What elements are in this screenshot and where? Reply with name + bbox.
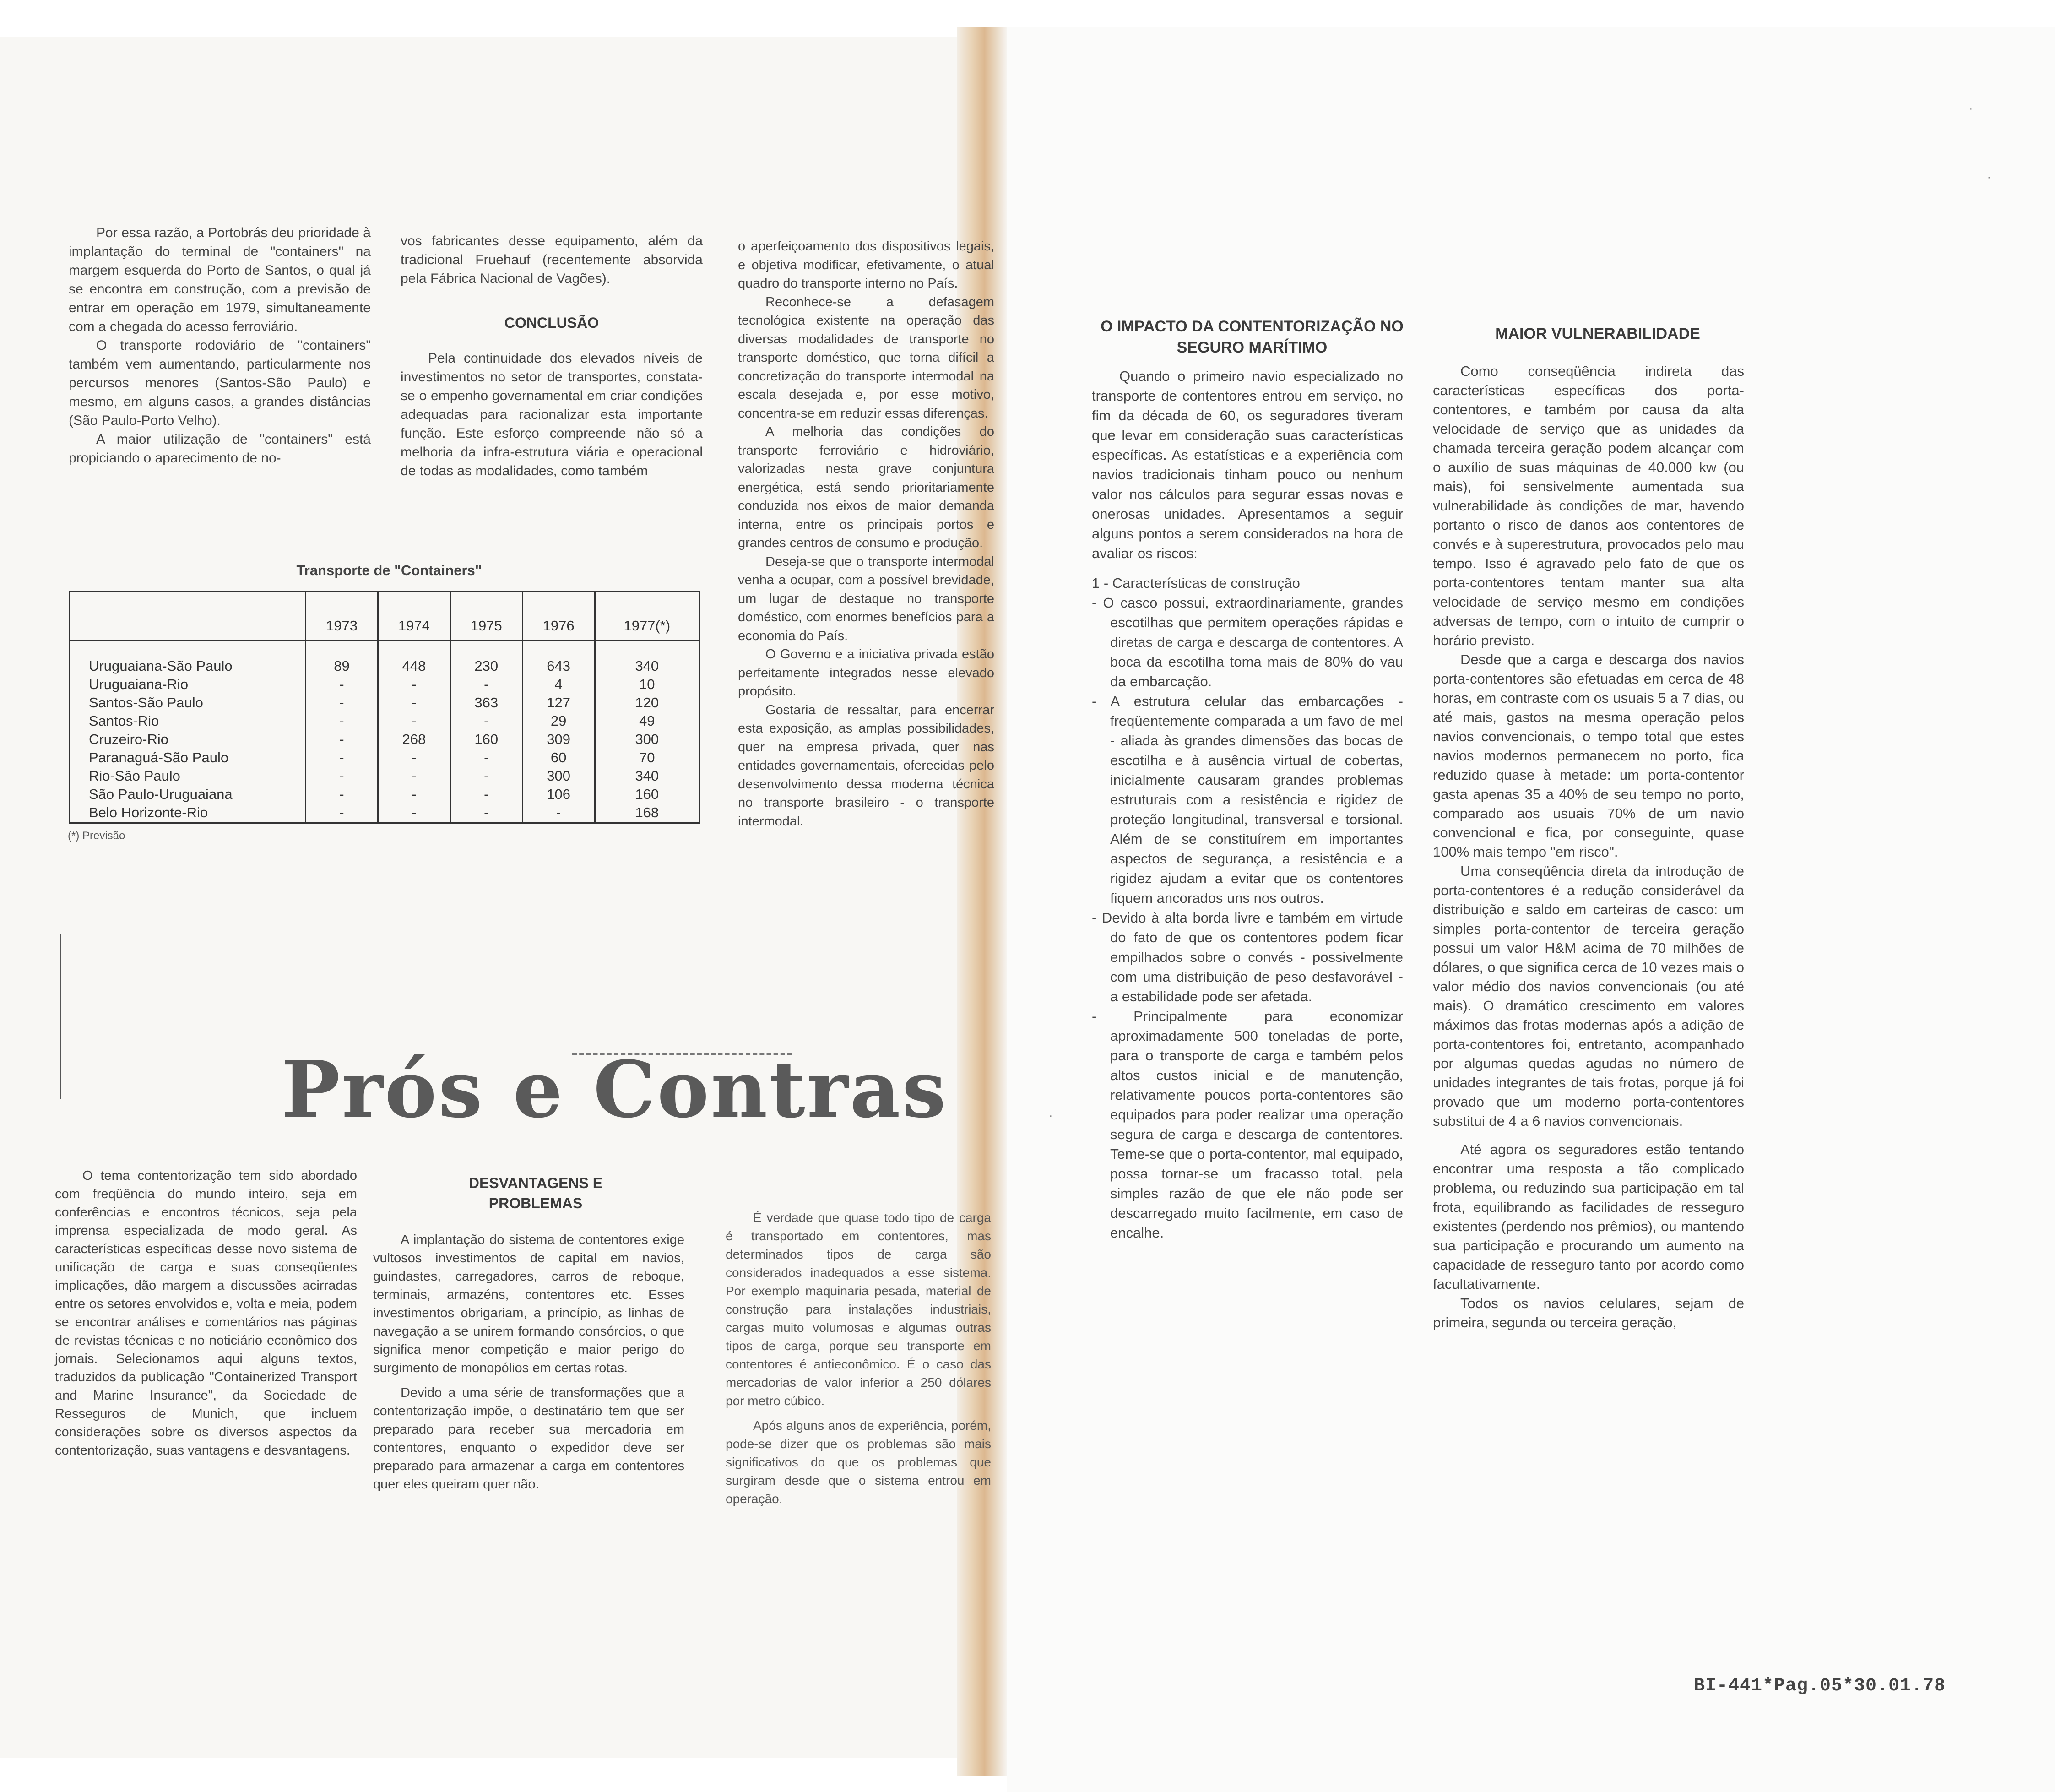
table-header-cell [70, 592, 306, 641]
table-cell: São Paulo-Uruguaiana [89, 786, 233, 802]
table-cell: 70 [595, 749, 699, 767]
impact-heading: O IMPACTO DA CONTENTORIZAÇÃO NO SEGURO MARÍTIMO [1101, 318, 1404, 356]
paragraph: Até agora os seguradores estão tentando encontrar uma resposta a tão complicado problema, ou reduzindo sua participação em tal frota, equilibrando as facilidades de resseguro existentes (perdendo nos prêmios), ou mantendo sua participação e procurando um aumento na capacidade de resseguro tanto por acordo como facultativamente. [1433, 1141, 1744, 1292]
table-cell: Cruzeiro-Rio [89, 731, 168, 747]
table-cell: 643 [522, 641, 595, 675]
left-column-3 [738, 237, 994, 831]
list-item: - A estrutura celular das embarcações - freqüentemente comparada a um favo de mel - aliada às grandes dimensões das bocas de escotilha e à ausência virtual de cobertas, inicialmente causaram grandes problemas estruturais com a resistência e rigidez de proteção longitudinal, transversal e torsional. Além de se constituírem em importantes aspectos de segurança, a resistência e a rigidez ajudam a evitar que os contentores fiquem ancorados uns nos outros. [1092, 693, 1403, 906]
table-header-row [70, 592, 699, 641]
table-row [70, 767, 699, 785]
table-title: Transporte de "Containers" [296, 562, 482, 578]
table-cell: 448 [378, 641, 450, 675]
table-cell: - [378, 767, 450, 785]
table-row [70, 675, 699, 694]
scan-speck: · [1968, 101, 1973, 116]
paragraph: Pela continuidade dos elevados níveis de investimentos no setor de transportes, constata-se o empenho governamental em criar condições adequadas para racionalizar esta importante função. Este esforço compreende não só a melhoria da infra-estrutura viária e operacional de todas as modalidades, como também [401, 351, 703, 478]
disadvantages-heading: DESVANTAGENS E PROBLEMAS [468, 1175, 603, 1211]
paragraph: o aperfeiçoamento dos dispositivos legais, e objetiva modificar, efetivamente, o atual quadro do transporte interno no País. [738, 239, 994, 291]
table-cell: 300 [595, 730, 699, 749]
paragraph: A melhoria das condições do transporte ferroviário e hidroviário, valorizadas nesta grave conjuntura energética, está sendo prioritariamente conduzida nos eixos de maior demanda interna, entre os principais portos e grandes centros de consumo e produção. [738, 424, 994, 550]
table-cell: - [378, 804, 450, 823]
table-cell: - [450, 804, 522, 823]
table-cell: - [378, 694, 450, 712]
paragraph: Todos os navios celulares, sejam de primeira, segunda ou terceira geração, [1433, 1295, 1744, 1330]
table-cell: - [306, 804, 378, 823]
table-cell: - [306, 767, 378, 785]
table-cell: 300 [522, 767, 595, 785]
table-cell: 168 [595, 804, 699, 823]
table-cell: 268 [378, 730, 450, 749]
table-cell: Paranaguá-São Paulo [89, 749, 229, 766]
table-row [70, 712, 699, 730]
table-cell: 309 [522, 730, 595, 749]
paragraph: A implantação do sistema de contentores exige vultosos investimentos de capital em navios, guindastes, carregadores, carros de reboque, terminais, armazéns, contentores etc. Esses investimentos obrigariam, a princípio, as linhas de navegação a se unirem formando consórcios, o que significa menor competição e maior perigo do surgimento de monopólios em certas rotas. [373, 1233, 684, 1375]
paragraph: Deseja-se que o transporte intermodal venha a ocupar, com a possível brevidade, um lugar de destaque no transporte doméstico, com enormes benefícios para a economia do País. [738, 554, 994, 643]
scan-speck: · [1987, 169, 1991, 185]
table-cell: 340 [595, 641, 699, 675]
table-header-cell: 1976 [522, 592, 595, 641]
paragraph: vos fabricantes desse equipamento, além da tradicional Fruehauf (recentemente absorvida pela Fábrica Nacional de Vagões). [401, 234, 703, 286]
paragraph: O Governo e a iniciativa privada estão perfeitamente integrados nesse elevado propósito. [738, 647, 994, 699]
right-column-2 [1433, 362, 1744, 1332]
table-cell: - [306, 675, 378, 694]
paragraph: Devido a uma série de transformações que a contentorização impõe, o destinatário tem que ser preparado para receber sua mercadoria em contentores, enquanto o expedidor deve ser preparado para armazenar a carga em contentores quer eles queiram quer não. [373, 1385, 684, 1492]
vulnerability-heading: MAIOR VULNERABILIDADE [1495, 325, 1700, 342]
table-header-cell: 1977(*) [595, 592, 699, 641]
conclusion-heading: CONCLUSÃO [504, 315, 599, 331]
paragraph: Reconhece-se a defasagem tecnológica existente na operação das diversas modalidades de transporte no transporte doméstico, que torna difícil a concretização do transporte intermodal na escala desejada e, por esse motivo, concentra-se em reduzir essas diferenças. [738, 294, 994, 421]
left-lower-column-3 [726, 1209, 991, 1508]
table-cell: 106 [522, 785, 595, 804]
table-row [70, 785, 699, 804]
containers-table [69, 591, 700, 824]
table-cell: 120 [595, 694, 699, 712]
table-footnote: (*) Previsão [68, 830, 125, 842]
table-cell: Belo Horizonte-Rio [89, 804, 208, 820]
page-stamp: BI-441*Pag.05*30.01.78 [1694, 1676, 1946, 1696]
paragraph: Por essa razão, a Portobrás deu prioridade à implantação do terminal de "containers" na margem esquerda do Porto de Santos, o qual já se encontra em construção, com a previsão de entrar em operação em 1979, simultaneamente com a chegada do acesso ferroviário. [69, 225, 371, 334]
section-rule [60, 934, 61, 1099]
table-cell: 49 [595, 712, 699, 730]
table-cell: - [450, 749, 522, 767]
intro-column [55, 1167, 357, 1460]
list-item: - Devido à alta borda livre e também em virtude do fato de que os contentores podem ficar empilhados sobre o convés - possivelmente com uma distribuição de peso desfavorável - a estabilidade pode ser afetada. [1092, 910, 1403, 1005]
paragraph: O tema contentorização tem sido abordado com freqüência do mundo inteiro, seja em conferências e encontros técnicos, seja pela imprensa especializada de modo geral. As características específicas desse novo sistema de unificação de carga e suas conseqüentes implicações, dão margem a discussões acirradas entre os setores envolvidos e, volta e meia, podem se encontrar análises e comentários nas páginas de revistas técnicas e no noticiário econômico dos jornais. Selecionamos aqui alguns textos, traduzidos da publicação "Containerized Transport and Marine Insurance", da Sociedade de Resseguros de Munich, que incluem considerações sobre os diversos aspectos da contentorização, suas vantagens e desvantagens. [55, 1168, 357, 1458]
table-cell: - [378, 675, 450, 694]
table-header-cell: 1973 [306, 592, 378, 641]
table-cell: - [306, 749, 378, 767]
table-cell: - [306, 694, 378, 712]
paragraph: Quando o primeiro navio especializado no transporte de contentores entrou em serviço, no fim da década de 60, os seguradores tiveram que levar em consideração suas características específicas. As estatísticas e a experiência com navios tradicionais tinham pouco ou nenhum valor nos cálculos para segurar essas novas e onerosas unidades. Apresentamos a seguir alguns pontos a serem considerados na hora de avaliar os riscos: [1092, 368, 1403, 561]
table-cell: - [450, 712, 522, 730]
table-row [70, 694, 699, 712]
paragraph: A maior utilização de "containers" está propiciando o aparecimento de no- [69, 432, 371, 466]
right-column-1 [1092, 366, 1403, 1243]
table-cell: - [378, 712, 450, 730]
table-cell: 10 [595, 675, 699, 694]
table-row [70, 641, 699, 675]
table-cell: 29 [522, 712, 595, 730]
table-cell: - [522, 804, 595, 823]
paragraph: Uma conseqüência direta da introdução de porta-contentores é a redução considerável da distribuição e saldo em carteiras de casco: um simples porta-contentor de terceira geração possui um valor H&M acima de 70 milhões de dólares, o que significa cerca de 10 vezes mais o valor médio dos navios convencionais (ou até mais). O dramático crescimento em valores máximos das frotas modernas após a adição de porta-contentores foi, entretanto, acompanhado por algumas quedas agudas no número de unidades integrantes de tais frotas, porque já foi provado que um moderno porta-contentores substitui de 4 a 6 navios convencionais. [1433, 863, 1744, 1129]
list-item: - O casco possui, extraordinariamente, grandes escotilhas que permitem operações rápidas e diretas de carga e descarga de contentores. A boca da escotilha toma mais de 80% do vau da embarcação. [1092, 595, 1403, 690]
table-cell: 89 [306, 641, 378, 675]
table-cell: - [378, 749, 450, 767]
table-cell: 340 [595, 767, 699, 785]
table-cell: 127 [522, 694, 595, 712]
table-row [70, 730, 699, 749]
table-cell: 60 [522, 749, 595, 767]
table-header-cell: 1974 [378, 592, 450, 641]
table-cell: - [306, 785, 378, 804]
paragraph: Como conseqüência indireta das características específicas dos porta-contentores, e também por causa da alta velocidade de serviço que as unidades da chamada terceira geração podem alcançar com o auxílio de suas máquinas de 40.000 kw (ou mais), foi sensivelmente aumentada sua vulnerabilidade às condições de mar, havendo portanto o risco de danos aos contentores de convés e à superestrutura, provocados pelo mau tempo. Isso é agravado pelo fato de que os porta-contentores tentam manter sua alta velocidade de serviço mesmo em condições adversas de tempo, com o intuito de cumprir o horário previsto. [1433, 363, 1744, 648]
left-column-1 [69, 223, 371, 467]
table-cell: Santos-São Paulo [89, 695, 203, 711]
paragraph: O transporte rodoviário de "containers" também vem aumentando, particularmente nos percursos menores (Santos-São Paulo) e mesmo, em alguns casos, a grandes distâncias (São Paulo-Porto Velho). [69, 338, 371, 428]
table-cell: - [306, 712, 378, 730]
table-cell: - [450, 785, 522, 804]
scan-speck: · [1048, 1108, 1053, 1123]
table-cell: 4 [522, 675, 595, 694]
list-item: - Principalmente para economizar aproximadamente 500 toneladas de porte, para o transporte de carga e também pelos altos custos inicial e de manutenção, relativamente poucos porta-contentores são equipados para poder realizar uma operação segura de carga e descarga de contentores. Teme-se que o porta-contentor, mal equipado, possa tornar-se um fracasso total, pela simples razão de que ele não pode ser descarregado muito facilmente, em caso de encalhe. [1092, 1008, 1403, 1241]
section-title: Prós e Contras [282, 1044, 948, 1135]
paragraph: Desde que a carga e descarga dos navios porta-contentores são efetuadas em cerca de 48 horas, em contraste com os usuais 5 a 7 dias, ou até mais, gastos na mesma operação pelos navios convencionais, o tempo total que estes navios modernos permanecem no porto, fica reduzido quase à metade: um porta-contentor gasta apenas 35 a 40% de seu tempo no porto, comparado aos usuais 70% de um navio convencional e fica, por conseguinte, quase 100% mais tempo "em risco". [1433, 652, 1744, 860]
table-cell: Uruguaiana-São Paulo [89, 658, 233, 674]
table-cell: Rio-São Paulo [89, 768, 180, 784]
table-cell: Santos-Rio [89, 713, 159, 729]
table-row [70, 749, 699, 767]
table-cell: 160 [595, 785, 699, 804]
table-cell: 160 [450, 730, 522, 749]
left-column-2 [401, 232, 703, 480]
table-cell: Uruguaiana-Rio [89, 676, 189, 692]
table-cell: 230 [450, 641, 522, 675]
list-title: 1 - Características de construção [1092, 575, 1300, 591]
table-row [70, 804, 699, 823]
table-cell: 363 [450, 694, 522, 712]
disadvantages-column [373, 1231, 684, 1493]
table-cell: - [306, 730, 378, 749]
paragraph: Gostaria de ressaltar, para encerrar esta exposição, as amplas possibilidades, quer na empresa privada, quer nas entidades governamentais, oferecidas pelo desenvolvimento dessa moderna técnica no transporte brasileiro - o transporte intermodal. [738, 702, 994, 829]
table-cell: - [450, 767, 522, 785]
table-header-cell: 1975 [450, 592, 522, 641]
paragraph: Após alguns anos de experiência, porém, pode-se dizer que os problemas são mais significativos do que os problemas que surgiram desde que o sistema entrou em operação. [726, 1418, 991, 1506]
table-cell: - [378, 785, 450, 804]
table-cell: - [450, 675, 522, 694]
paragraph: É verdade que quase todo tipo de carga é transportado em contentores, mas determinados tipos de carga são considerados inadequados a esse sistema. Por exemplo maquinaria pesada, material de construção para instalações industriais, cargas muito volumosas e algumas outras tipos de carga, porque seu transporte em contentores é antieconômico. É o caso das mercadorias de valor inferior a 250 dólares por metro cúbico. [726, 1211, 991, 1408]
